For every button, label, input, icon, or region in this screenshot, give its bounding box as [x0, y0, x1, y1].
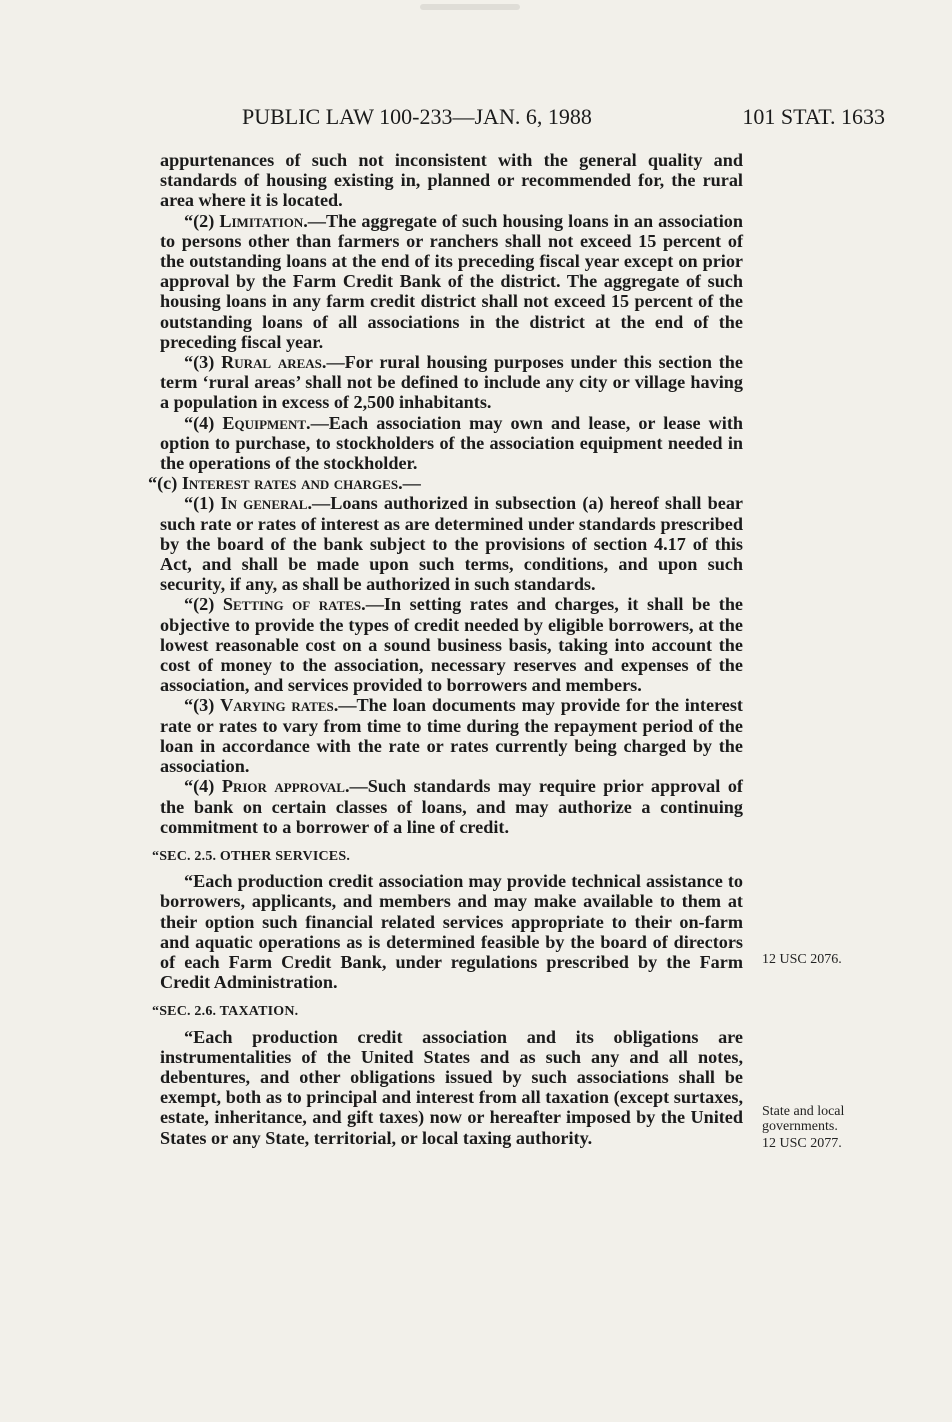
paragraph-prior-approval: [160, 776, 743, 837]
section-heading-taxation: “SEC. 2.6. TAXATION.: [152, 1004, 299, 1020]
para-text: .—: [398, 473, 421, 494]
para-number: “(4): [184, 776, 222, 797]
paragraph-setting-of-rates: [160, 594, 743, 695]
paragraph-in-general: [160, 493, 743, 594]
paragraph-equipment: [160, 413, 743, 474]
para-number: “(2): [184, 594, 223, 615]
para-number: “(3): [184, 352, 222, 373]
paragraph-limitation: [160, 211, 743, 352]
para-heading: Interest rates and charges: [181, 473, 399, 494]
para-heading: In general: [220, 493, 308, 514]
page-body: [148, 150, 744, 1148]
paragraph-varying-rates: [160, 695, 743, 776]
para-text: .—Each association may own and lease, or lease with option to purchase, to stockholders of the association equipment needed in the operations of the stockholder.: [160, 412, 744, 474]
para-heading: Limitation: [219, 210, 304, 231]
para-text: .—The aggregate of such housing loans in an association to persons other than farmers or ranchers shall not exceed 15 percent of the outstanding loans at the end of its preceding fiscal year except on prior approval by the Farm Credit Bank of the district. The aggregate of such housing loans in any farm credit district shall not exceed 15 percent of the outstanding loans of all associations in the district at the end of the preceding fiscal year.: [160, 210, 743, 352]
margin-note-state-local: State and local governments.: [762, 1104, 845, 1134]
para-number: “(2): [184, 210, 220, 231]
running-title: PUBLIC LAW 100-233—JAN. 6, 1988: [242, 104, 592, 129]
para-text: .—Loans authorized in subsection (a) hereof shall bear such rate or rates of interest as are determined under standards prescribed by the board of the bank subject to the provisions of section 4.17 of this Act, and shall be made upon such terms, conditions, and upon such security, if any, as shall be authorized in such standards.: [160, 493, 743, 595]
para-text: .—Such standards may require prior approval of the bank on certain classes of loans, and may authorize a continuing commitment to a borrower of a line of credit.: [160, 776, 743, 837]
section-text-taxation: “Each production credit association and its obligations are instrumentalities of the United States and as such any and all notes, debentures, and other obligations issued by such associations shall be exempt, both as to principal and interest from all taxation (except surtaxes, estate, inheritance, and gift taxes) now or hereafter imposed by the United States or any State, territorial, or local taxing authority.: [160, 1026, 743, 1148]
section-text-other-services: “Each production credit association may provide technical assistance to borrowers, applicants, and members and may make available to them at their option such financial related services appropriate to their on-farm and aquatic operations as is determined feasible by the board of directors of each Farm Credit Bank, under regulations prescribed by the Farm Credit Administration.: [160, 871, 743, 993]
statute-citation: 101 STAT. 1633: [742, 104, 885, 129]
para-text: .—The loan documents may provide for the interest rate or rates to vary from time to time during the repayment period of the loan in accordance with the rate or rates currently being charged by the association.: [160, 695, 743, 777]
paragraph-rural-areas: [160, 352, 743, 413]
para-text: .—In setting rates and charges, it shall be the objective to provide the types of credit needed by eligible borrowers, at the lowest reasonable cost on a sound business basis, taking into account the cost of money to the association, necessary reserves and expenses of the association, and services provided to borrowers and members.: [160, 594, 744, 696]
para-text: .—For rural housing purposes under this section the term ‘rural areas’ shall not be defined to include any city or village having a population in excess of 2,500 inhabitants.: [160, 352, 743, 413]
para-heading: Equipment: [222, 412, 307, 433]
margin-note-usc-2077: 12 USC 2077.: [762, 1136, 842, 1151]
subsection-interest-rates: [150, 473, 743, 493]
margin-note-usc-2076: 12 USC 2076.: [762, 952, 842, 967]
para-heading: Prior approval: [221, 776, 345, 797]
para-number: “(1): [184, 493, 221, 514]
page-header: [160, 100, 885, 134]
para-number: “(4): [184, 412, 223, 433]
para-number: “(c): [148, 473, 182, 494]
scan-mark: [420, 4, 520, 10]
para-heading: Rural areas: [221, 352, 322, 373]
paragraph-continuation: appurtenances of such not inconsistent with the general quality and standards of housing existing in, planned or recommended for, the rural area where it is located.: [160, 150, 743, 211]
para-heading: Varying rates: [220, 695, 334, 716]
para-heading: Setting of rates: [222, 594, 362, 615]
para-number: “(3): [184, 695, 221, 716]
section-heading-other-services: “SEC. 2.5. OTHER SERVICES.: [152, 848, 351, 864]
